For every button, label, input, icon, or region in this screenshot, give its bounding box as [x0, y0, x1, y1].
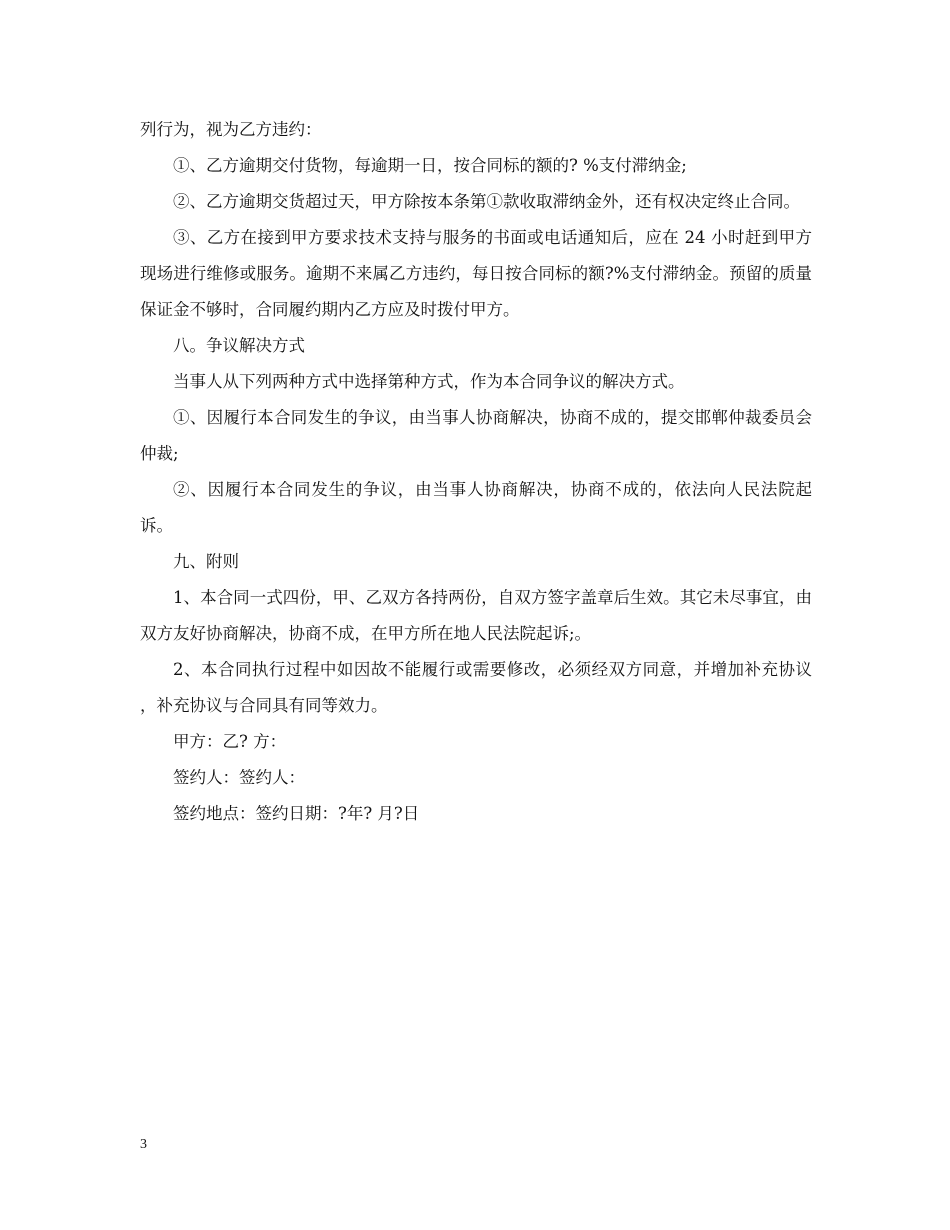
paragraph-service-response: ③、乙方在接到甲方要求技术支持与服务的书面或电话通知后，应在 24 小时赶到甲方现场进行维修或服务。逾期不来属乙方违约，每日按合同标的额?%支付滞纳金。预留的质量保证金不够时，合同履约期内乙方应及时拨付甲方。 [140, 228, 812, 319]
document-body [140, 112, 812, 832]
paragraph-copies-effective: 1、本合同一式四份，甲、乙双方各持两份，自双方签字盖章后生效。其它未尽事宜，由双方友好协商解决，协商不成，在甲方所在地人民法院起诉;。 [140, 588, 812, 643]
paragraph-breach-intro: 列行为，视为乙方违约： [140, 120, 322, 139]
paragraph-arbitration: ①、因履行本合同发生的争议，由当事人协商解决，协商不成的，提交邯郸仲裁委员会仲裁; [140, 408, 812, 463]
paragraph-dispute-choice: 当事人从下列两种方式中选择第种方式，作为本合同争议的解决方式。 [173, 372, 685, 391]
section-heading-supplementary: 九、附则 [173, 552, 239, 571]
signature-place-date: 签约地点：签约日期：?年? 月?日 [173, 804, 420, 823]
signature-parties: 甲方：乙? 方： [173, 732, 287, 751]
paragraph-litigation: ②、因履行本合同发生的争议，由当事人协商解决，协商不成的，依法向人民法院起诉。 [140, 480, 812, 535]
signature-signatories: 签约人：签约人： [173, 768, 305, 787]
page-number: 3 [140, 1137, 147, 1152]
paragraph-late-delivery-penalty: ①、乙方逾期交付货物，每逾期一日，按合同标的额的? %支付滞纳金; [173, 156, 687, 175]
paragraph-amendment: 2、本合同执行过程中如因故不能履行或需要修改，必须经双方同意，并增加补充协议 ，补充协议与合同具有同等效力。 [140, 660, 812, 715]
section-heading-dispute-resolution: 八。争议解决方式 [173, 336, 305, 355]
paragraph-termination-right: ②、乙方逾期交货超过天，甲方除按本条第①款收取滞纳金外，还有权决定终止合同。 [173, 192, 800, 211]
